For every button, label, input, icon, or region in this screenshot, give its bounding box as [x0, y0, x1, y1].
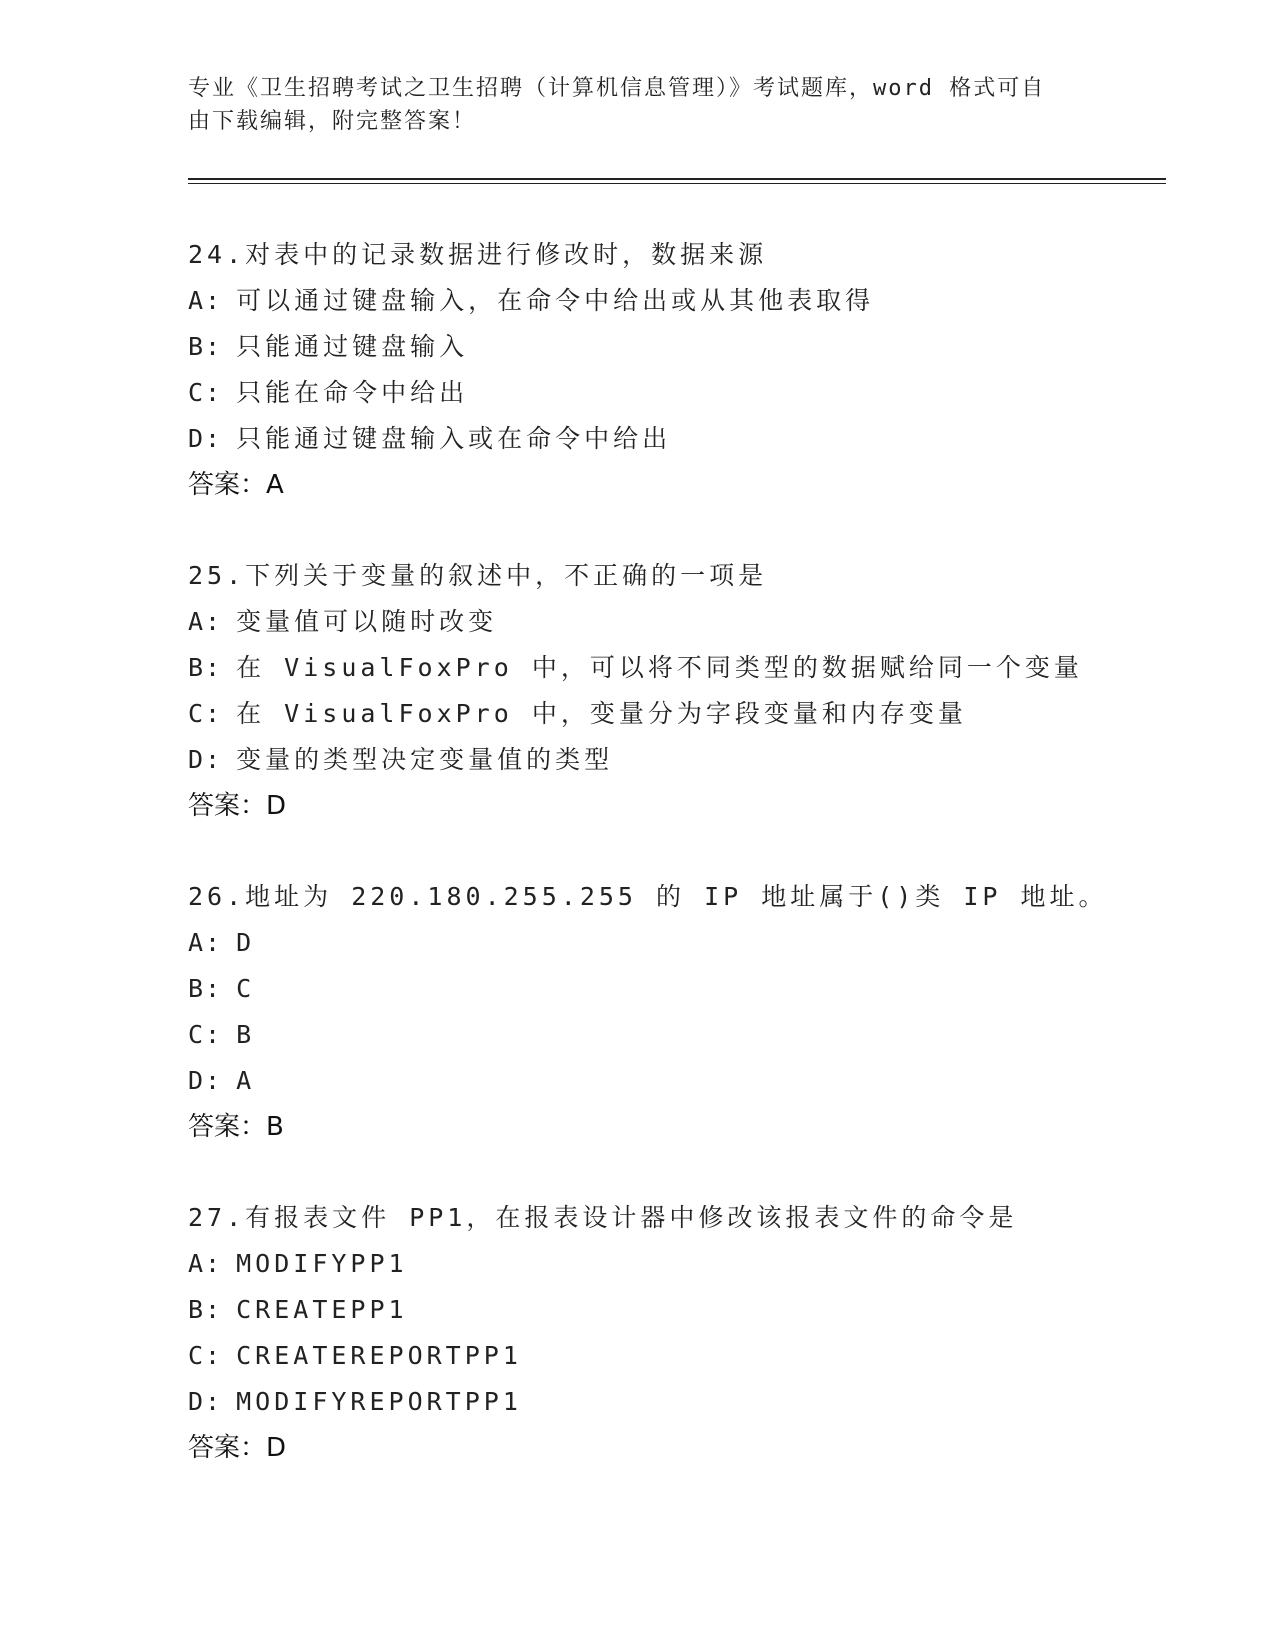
option-a	[188, 1241, 1168, 1287]
question-24	[188, 232, 1168, 508]
option-c	[188, 1333, 1168, 1379]
option-text: 只能通过键盘输入	[236, 332, 469, 361]
option-c	[188, 1012, 1168, 1058]
option-text: MODIFYPP1	[236, 1249, 408, 1278]
option-label: A:	[188, 286, 223, 315]
option-text: 变量值可以随时改变	[236, 607, 498, 636]
option-label: B:	[188, 653, 223, 682]
option-label: C:	[188, 699, 223, 728]
option-text: A	[236, 1066, 256, 1095]
question-stem: 26.地址为 220.180.255.255 的 IP 地址属于()类 IP 地址。	[188, 882, 1108, 911]
question-25	[188, 553, 1168, 829]
question-list	[188, 232, 1168, 1516]
option-text: B	[236, 1020, 256, 1049]
answer-line: 答案：A	[188, 470, 284, 500]
option-text: 在 VisualFoxPro 中，变量分为字段变量和内存变量	[236, 699, 967, 728]
option-label: A:	[188, 607, 223, 636]
option-a	[188, 599, 1168, 645]
option-label: D:	[188, 424, 223, 453]
option-label: C:	[188, 378, 223, 407]
option-label: D:	[188, 1387, 223, 1416]
question-27	[188, 1195, 1168, 1471]
option-c	[188, 370, 1168, 416]
option-text: 在 VisualFoxPro 中，可以将不同类型的数据赋给同一个变量	[236, 653, 1083, 682]
question-stem: 27.有报表文件 PP1，在报表设计器中修改该报表文件的命令是	[188, 1203, 1018, 1232]
question-26	[188, 874, 1168, 1150]
option-label: A:	[188, 1249, 223, 1278]
option-d	[188, 1379, 1168, 1425]
answer-line: 答案：B	[188, 1112, 284, 1142]
option-text: 可以通过键盘输入，在命令中给出或从其他表取得	[236, 286, 875, 315]
option-b	[188, 1287, 1168, 1333]
header-line-1: 专业《卫生招聘考试之卫生招聘（计算机信息管理）》考试题库，word 格式可自	[188, 76, 1046, 101]
option-d	[188, 737, 1168, 783]
option-label: B:	[188, 1295, 223, 1324]
option-a	[188, 920, 1168, 966]
option-text: MODIFYREPORTPP1	[236, 1387, 522, 1416]
option-text: 只能通过键盘输入或在命令中给出	[236, 424, 672, 453]
question-stem: 25.下列关于变量的叙述中，不正确的一项是	[188, 561, 768, 590]
answer-line: 答案：D	[188, 1433, 287, 1463]
option-d	[188, 1058, 1168, 1104]
option-c	[188, 691, 1168, 737]
option-a	[188, 278, 1168, 324]
option-label: B:	[188, 332, 223, 361]
option-text: 变量的类型决定变量值的类型	[236, 745, 614, 774]
header-divider	[188, 178, 1166, 184]
option-b	[188, 966, 1168, 1012]
option-text: 只能在命令中给出	[236, 378, 469, 407]
option-b	[188, 645, 1168, 691]
option-d	[188, 416, 1168, 462]
option-label: C:	[188, 1020, 223, 1049]
document-header	[188, 72, 1088, 138]
answer-line: 答案：D	[188, 791, 287, 821]
option-label: D:	[188, 1066, 223, 1095]
option-label: A:	[188, 928, 223, 957]
option-label: B:	[188, 974, 223, 1003]
option-text: CREATEREPORTPP1	[236, 1341, 522, 1370]
option-label: C:	[188, 1341, 223, 1370]
option-text: CREATEPP1	[236, 1295, 408, 1324]
header-line-2: 由下载编辑，附完整答案！	[188, 109, 477, 134]
option-text: D	[236, 928, 256, 957]
option-text: C	[236, 974, 256, 1003]
option-label: D:	[188, 745, 223, 774]
question-stem: 24.对表中的记录数据进行修改时，数据来源	[188, 240, 768, 269]
option-b	[188, 324, 1168, 370]
